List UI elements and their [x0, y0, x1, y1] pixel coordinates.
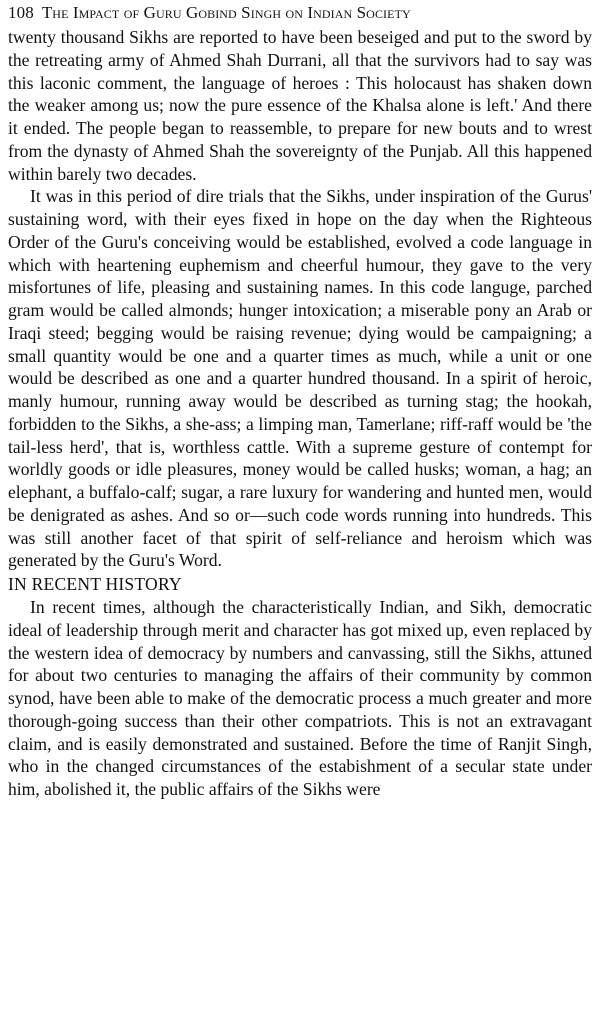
- paragraph-continued: twenty thousand Sikhs are reported to have been beseiged and put to the sword by the retreating army of Ahmed Shah Durrani, all that the survivors had to say was this laconic comment, the language of heroes : This holocaust has shaken down the weaker among us; now the pure essence of the Khalsa alone is left.' And there it ended. The people began to reassemble, to prepare for new bouts and to wrest from the dynasty of Ahmed Shah the sovereignty of the Punjab. All this happened within barely two decades.: [8, 27, 592, 184]
- page-number: 108: [8, 3, 34, 22]
- running-title: The Impact of Guru Gobind Singh on Indian Society: [41, 3, 411, 22]
- paragraph-recent-history: In recent times, although the characteristically Indian, and Sikh, democratic ideal of leadership through merit and character has got mixed up, even replaced by the western idea of democracy by numbers and canvassing, still the Sikhs, attuned for about two centuries to managing the affairs of their community by common synod, have been able to make of the democratic process a much greater and more thorough-going success than their other compatriots. This is not an extravagant claim, and is easily demonstrated and sustained. Before the time of Ranjit Singh, who in the changed circumstances of the estabishment of a secular state under him, abolished it, the public affairs of the Sikhs were: [8, 597, 592, 799]
- section-heading: IN RECENT HISTORY: [8, 574, 182, 594]
- running-head: [8, 2, 592, 26]
- paragraph-code-language: It was in this period of dire trials that the Sikhs, under inspiration of the Gurus' sustaining word, with their eyes fixed in hope on the day when the Righteous Order of the Guru's conceiving would be established, evolved a code language in which with heartening euphemism and cheerful humour, they gave to the very misfortunes of life, pleasing and sustaining names. In this code languge, parched gram would be called almonds; hunger intoxication; a miserable pony an Arab or Iraqi steed; begging would be raising revenue; dying would be campaigning; a small quantity would be one and a quarter times as much, while a unit or one would be described as one and a quarter hundred thousand. In a spirit of heroic, manly humour, running away would be described as turning stag; the hookah, forbidden to the Sikhs, a she-ass; a limping man, Tamerlane; riff-raff would be 'the tail-less herd', that is, worthless cattle. With a supreme gesture of contempt for worldly goods or idle pleasures, money would be called husks; woman, a hag; an elephant, a buffalo-calf; sugar, a rare luxury for wandering and hunted men, would be denigrated as ashes. And so or—such code words running into hundreds. This was still another facet of that spirit of self-reliance and heroism which was generated by the Guru's Word.: [8, 186, 592, 571]
